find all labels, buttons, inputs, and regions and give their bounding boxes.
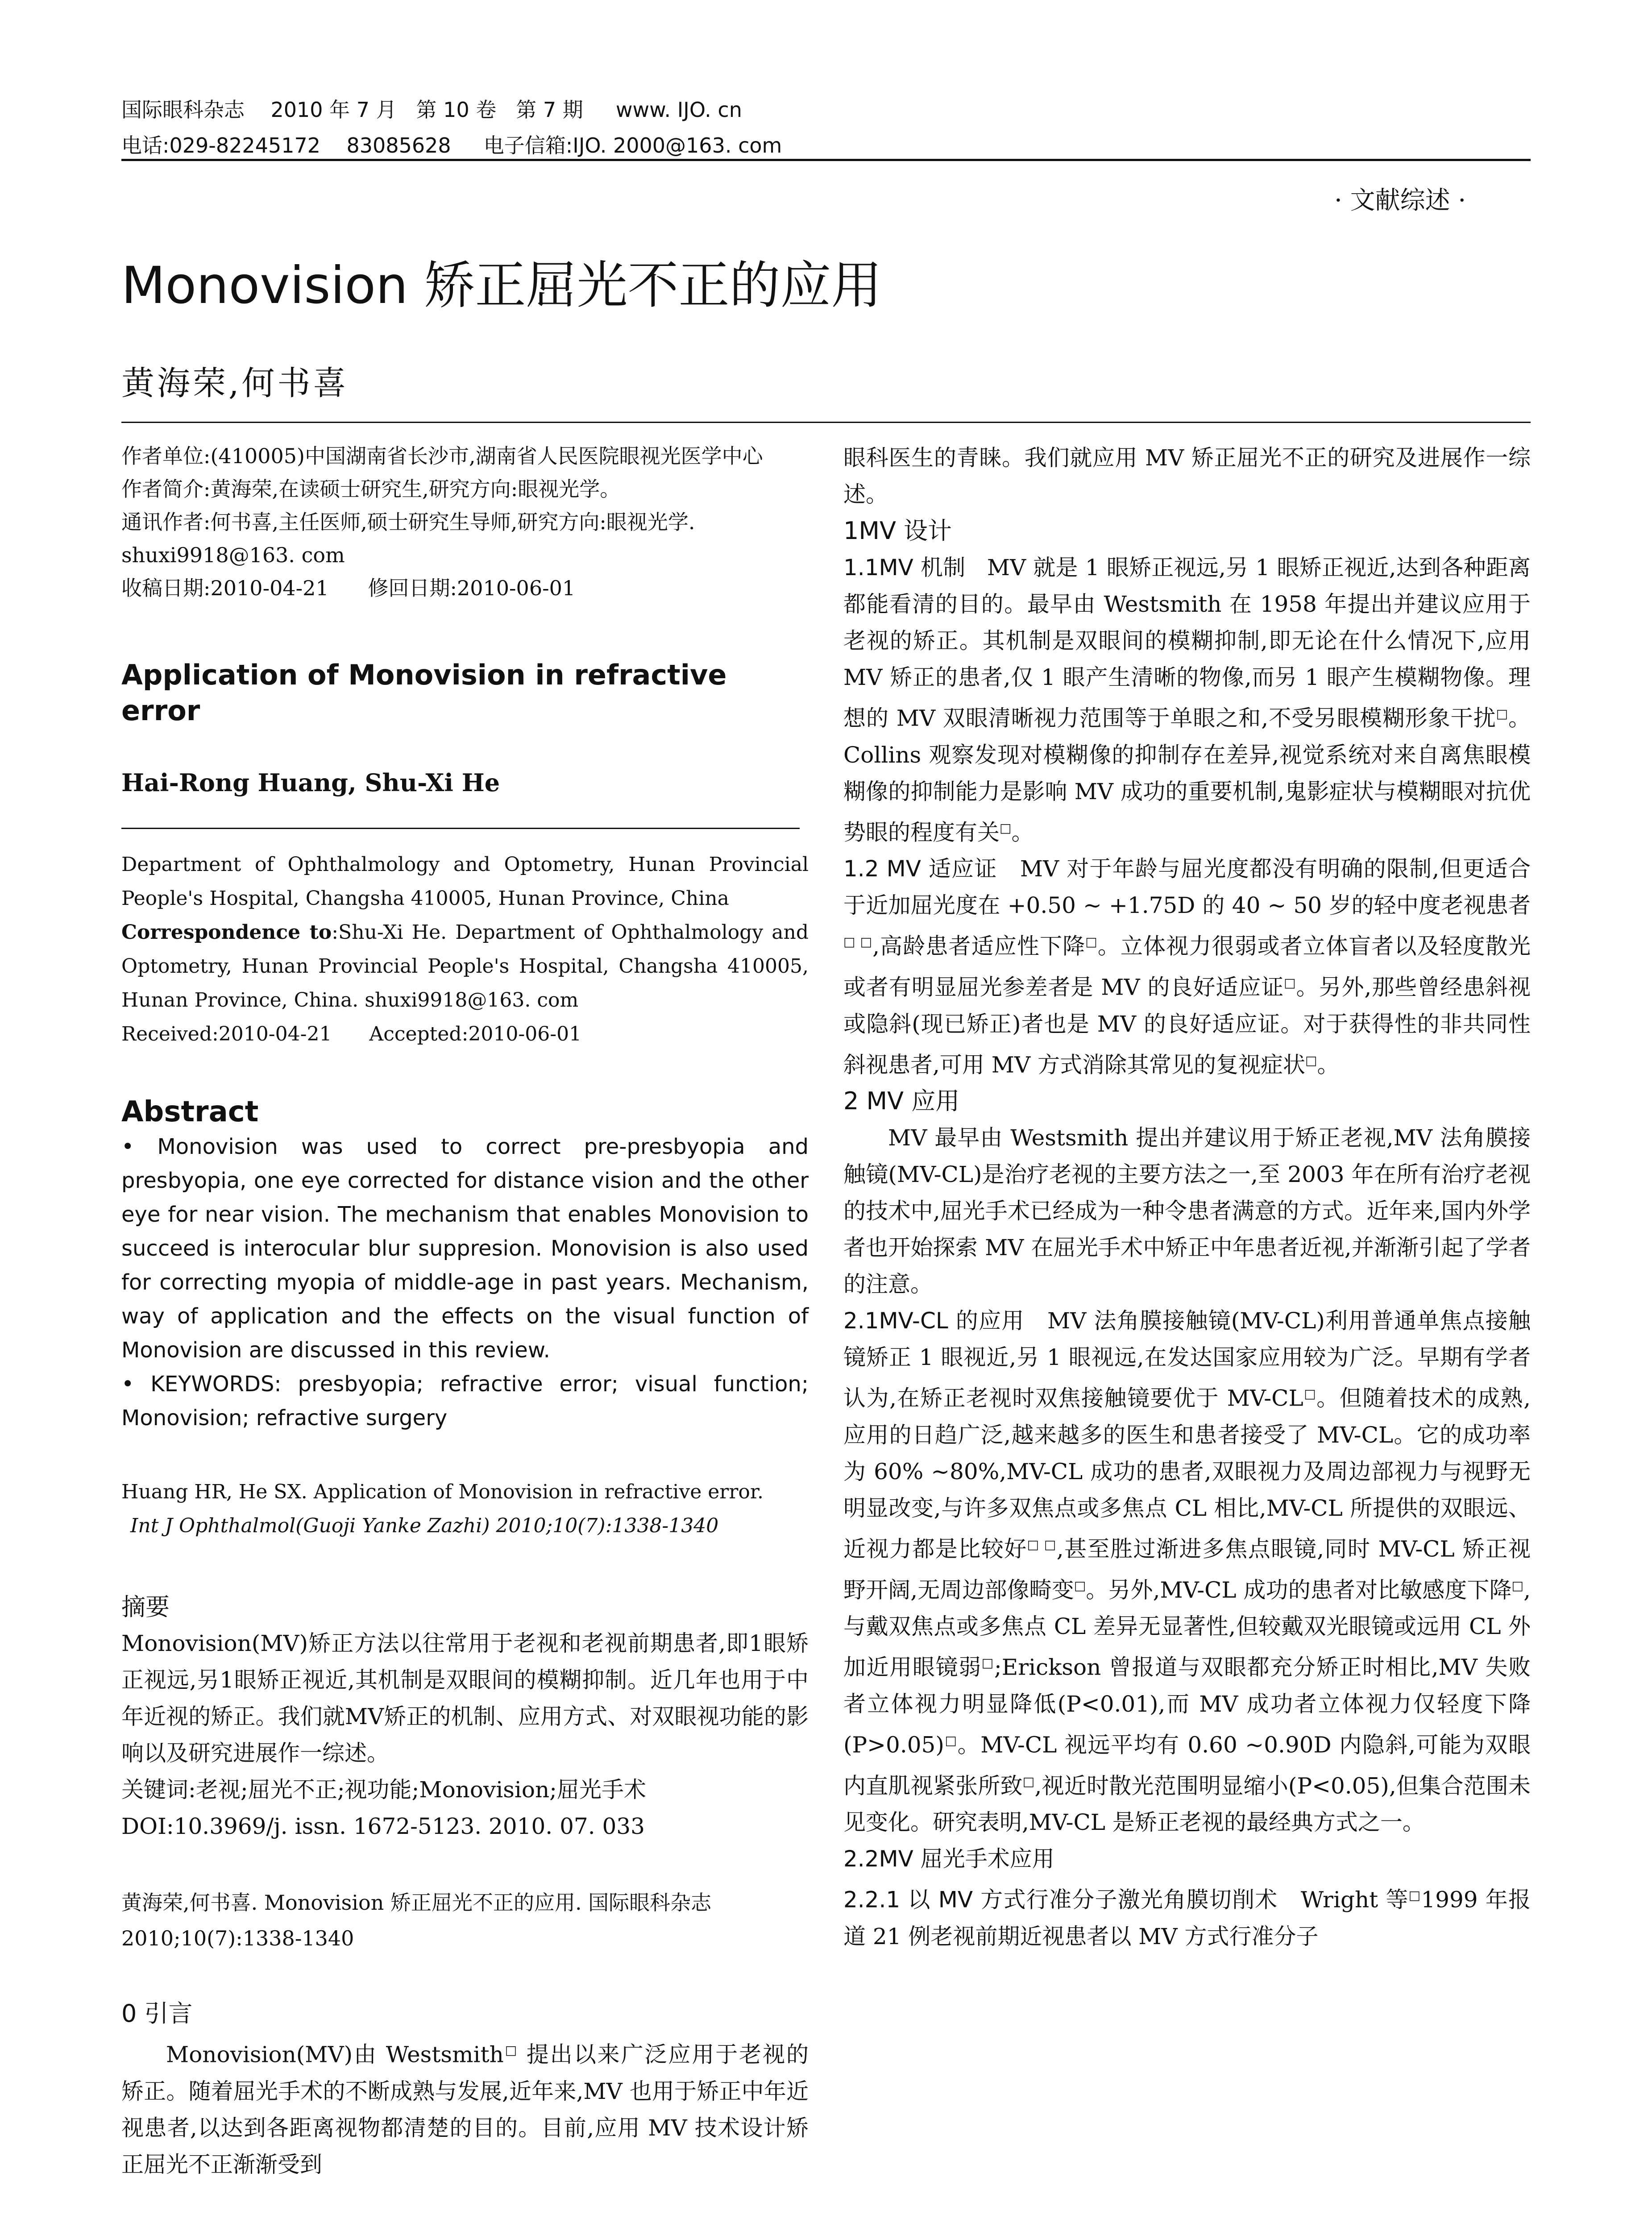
citation-marker: □ (981, 1655, 994, 1671)
author-bio: 作者简介:黄海荣,在读硕士研究生,研究方向:眼视光学。 (121, 477, 621, 501)
section-2-text: MV 最早由 Westsmith 提出并建议用于矫正老视,MV 法角膜接触镜(MV-CL)是治疗老视的主要方法之一,至 2003 年在所有治疗老视的技术中,屈光手术已经成为一种令患者满意的方式。近年来,国内外学者也开始探索 MV 在屈光手术中矫正中年患者近视,并渐渐引起了学者的注意。 (843, 1125, 1531, 1298)
chinese-abstract-heading: 摘要 (121, 1593, 170, 1621)
intro-heading: 0 引言 (121, 1999, 193, 2028)
section-2-2-1 (843, 1877, 1531, 1955)
intro-text-b: 提出以来广泛应用于老视的矫正。随着屈光手术的不断成熟与发展,近年来,MV 也用于矫正中年近视患者,以达到各距离视物都清楚的目的。目前,应用 MV 技术设计矫正屈光不正渐渐受到 (121, 2041, 809, 2177)
section-2-heading: 2 MV 应用 (843, 1087, 960, 1116)
affiliation: 作者单位:(410005)中国湖南省长沙市,湖南省人民医院眼视光医学中心 (121, 444, 763, 468)
citation-marker: □ (1000, 820, 1012, 835)
section-2-1-text-d: 。另外,MV-CL 成功的患者对比敏感度下降 (1086, 1577, 1512, 1603)
section-2-1-text-h: ,视近时散光范围明显缩小(P<0.05),但集合范围未见变化。研究表明,MV-CL 是矫正老视的最经典方式之一。 (843, 1773, 1531, 1836)
section-1-2-text-d: 。另外,那些曾经患斜视或隐斜(现已矫正)者也是 MV 的良好适应证。对于获得性的非共同性斜视患者,可用 MV 方式消除其常见的复视症状 (843, 974, 1531, 1078)
citation-marker: □ (1496, 706, 1509, 721)
citation-english-2: Int J Ophthalmol(Guoji Yanke Zazhi) 2010;10(7):1338-1340 (130, 1514, 719, 1537)
abstract-text: • Monovision was used to correct pre-presbyopia and presbyopia, one eye corrected for distance vision and the other eye for near vision. The mechanism that enables Monovision to succeed is interocular blur suppresion. Monovision is also used for correcting myopia of middle-age in past years. Mechanism, way of application and the effects on the visual function of Monovision are discussed in this review. (121, 1134, 809, 1363)
citation-marker: □ (1303, 1386, 1317, 1402)
abstract-keywords: • KEYWORDS: presbyopia; refractive error; visual function; Monovision; refractive surgery (121, 1372, 809, 1431)
citation-marker: □ □ (843, 934, 873, 950)
intro-text-a: Monovision(MV)由 Westsmith (166, 2041, 504, 2068)
section-2-1-text-g: 。MV-CL 视远平均有 0.60 ~0.90D 内隐斜,可能为双眼内直肌视紧张所致 (843, 1732, 1531, 1799)
citation-marker: □ (1074, 1578, 1086, 1593)
section-2-1-text-a: MV 法角膜接触镜(MV-CL)利用普通单焦点接触镜矫正 1 眼视近,另 1 眼视远,在发达国家应用较为广泛。早期有学者认为,在矫正老视时双焦接触镜要优于 MV-CL (843, 1308, 1531, 1411)
dates-cn: 收稿日期:2010-04-21 修回日期:2010-06-01 (121, 576, 576, 600)
journal-header-line1: 国际眼科杂志 2010 年 7 月 第 10 卷 第 7 期 www. IJO. cn (121, 98, 742, 122)
correspondence-text: :Shu-Xi He. Department of Ophthalmology and Optometry, Hunan Provincial People's Hospital, Changsha 410005, Hunan Province, China. shuxi9918@163. com (121, 921, 809, 1012)
english-dates: Received:2010-04-21 Accepted:2010-06-01 (121, 1023, 582, 1045)
keywords-text: :老视;屈光不正;视功能;Monovision;屈光手术 (188, 1777, 647, 1803)
section-1-2-text-b: ,高龄患者适应性下降 (872, 933, 1086, 959)
citation-chinese: 黄海荣,何书喜. Monovision 矫正屈光不正的应用. 国际眼科杂志 2010;10(7):1338-1340 (121, 1891, 712, 1950)
section-1-1-heading: 1.1MV 机制 (843, 555, 966, 581)
doi: DOI:10.3969/j. issn. 1672-5123. 2010. 07. 033 (121, 1813, 645, 1839)
section-1-1-text-a: MV 就是 1 眼矫正视远,另 1 眼矫正视近,达到各种距离都能看清的目的。最早由 Westsmith 在 1958 年提出并建议应用于老视的矫正。其机制是双眼间的模糊抑制,即无论在什么情况下,应用 MV 矫正的患者,仅 1 眼产生清晰的物像,而另 1 眼产生模糊物像。理想的 MV 双眼清晰视力范围等于单眼之和,不受另眼模糊形象干扰 (843, 555, 1538, 731)
section-2-1 (843, 1302, 1531, 1841)
keywords-label: 关键词 (121, 1777, 188, 1803)
chinese-keywords (121, 1771, 809, 1808)
citation-marker: □ (503, 2043, 519, 2057)
section-1-1 (843, 549, 1538, 850)
intro-paragraph (121, 2032, 809, 2183)
correspondence-label: Correspondence to (121, 921, 332, 944)
right-column (843, 440, 1538, 1955)
section-2-2-heading: 2.2MV 屈光手术应用 (843, 1846, 1054, 1872)
citation-marker: □ (1284, 975, 1296, 990)
correspondence-cn: 通讯作者:何书喜,主任医师,硕士研究生导师,研究方向:眼视光学. shuxi9918@163. com (121, 510, 695, 567)
left-column (121, 440, 809, 2183)
section-1-1-text-c: 。 (1011, 819, 1034, 846)
citation-english-1: Huang HR, He SX. Application of Monovision in refractive error. (121, 1480, 764, 1503)
citation-marker: □ (944, 1733, 958, 1748)
journal-header-line2: 电话:029-82245172 83085628 电子信箱:IJO. 2000@163. com (121, 133, 782, 158)
section-1-2-heading: 1.2 MV 适应证 (843, 856, 997, 882)
section-2-2-1-text-a: Wright 等 (1278, 1887, 1409, 1913)
section-2-1-heading: 2.1MV-CL 的应用 (843, 1308, 1025, 1334)
english-authors-rule (121, 828, 800, 829)
section-1-1-text-b: 。Collins 观察发现对模糊像的抑制存在差异,视觉系统对来自离焦眼模糊像的抑制能力是影响 MV 成功的重要机制,鬼影症状与模糊眼对抗优势眼的程度有关 (843, 705, 1531, 846)
intro-continued: 眼科医生的青睐。我们就应用 MV 矫正屈光不正的研究及进展作一综述。 (843, 445, 1531, 507)
citation-marker: □ (1085, 934, 1098, 950)
title-rule (121, 422, 1531, 423)
section-2-2-1-text-b: 1999 年报道 21 例老视前期近视患者以 MV 方式行准分子 (843, 1887, 1531, 1949)
english-authors: Hai-Rong Huang, Shu-Xi He (121, 768, 500, 797)
article-title: Monovision 矫正屈光不正的应用 (121, 256, 882, 315)
citation-marker: □ (1022, 1774, 1035, 1789)
section-1-2-text-c: 。立体视力很弱或者立体盲者以及轻度散光或者有明显屈光参差者是 MV 的良好适应证 (843, 933, 1531, 1000)
section-1-2-text-e: 。 (1317, 1052, 1340, 1078)
citation-marker: □ (1305, 1053, 1317, 1068)
section-2-paragraph (843, 1120, 1531, 1302)
column-tag: · 文献综述 · (1334, 186, 1466, 215)
english-correspondence (121, 916, 809, 1017)
section-2-2-1-heading: 2.2.1 以 MV 方式行准分子激光角膜切削术 (843, 1887, 1278, 1913)
section-1-2-text-a: MV 对于年龄与屈光度都没有明确的限制,但更适合于近加屈光度在 +0.50 ~ +1.75D 的 40 ~ 50 岁的轻中度老视患者 (843, 856, 1531, 919)
header-rule (121, 159, 1531, 161)
citation-marker: □ (1511, 1578, 1524, 1593)
english-department: Department of Ophthalmology and Optometry, Hunan Provincial People's Hospital, Changsha 410005, Hunan Province, China (121, 853, 809, 910)
section-2-1-text-e: ,与戴双焦点或多焦点 CL 差异无显著性,但较戴双光眼镜或远用 CL 外加近用眼镜弱 (843, 1577, 1531, 1680)
abstract-heading: Abstract (121, 1095, 259, 1128)
section-2-1-text-b: 。但随着技术的成熟,应用的日趋广泛,越来越多的医生和患者接受了 MV-CL。它的成功率为 60% ~80%,MV-CL 成功的患者,双眼视力及周边部视力与视野无明显改变,与许多双焦点或多焦点 CL 相比,MV-CL 所提供的双眼远、近视力都是比较好 (843, 1385, 1531, 1562)
citation-marker: □ □ (1027, 1537, 1057, 1552)
chinese-abstract: Monovision(MV)矫正方法以往常用于老视和老视前期患者,即1眼矫正视远,另1眼矫正视近,其机制是双眼间的模糊抑制。近几年也用于中年近视的矫正。我们就MV矫正的机制、应用方式、对双眼视功能的影响以及研究进展作一综述。 (121, 1630, 809, 1766)
english-title: Application of Monovision in refractive error (121, 659, 727, 727)
section-1-2 (843, 850, 1531, 1083)
citation-marker: □ (1408, 1888, 1421, 1903)
authors-cn: 黄海荣,何书喜 (121, 364, 349, 402)
section-1-heading: 1MV 设计 (843, 517, 952, 545)
section-2-1-text-f: ;Erickson 曾报道与双眼都充分矫正时相比,MV 失败者立体视力明显降低(P<0.01),而 MV 成功者立体视力仅轻度下降(P>0.05) (843, 1654, 1531, 1758)
section-2-1-text-c: ,甚至胜过渐进多焦点眼镜,同时 MV-CL 矫正视野开阔,无周边部像畸变 (843, 1536, 1531, 1603)
